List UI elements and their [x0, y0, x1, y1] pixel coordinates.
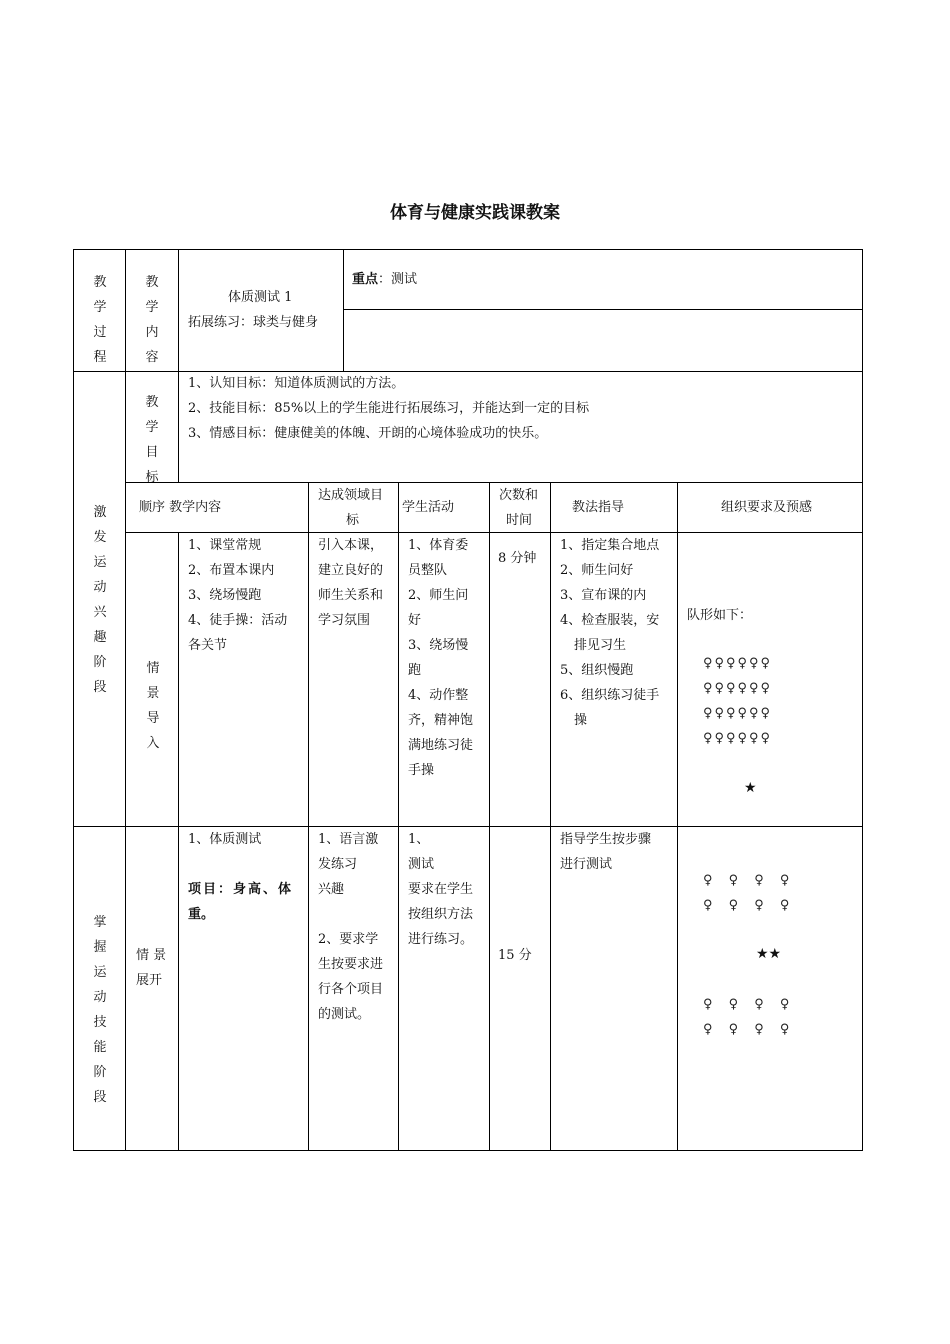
col-count-line2: 时间	[506, 513, 533, 528]
goals-label: 教学目标	[145, 395, 159, 485]
row1-target-3: 师生关系和	[318, 588, 384, 603]
formation-row-3: ♀♀♀♀♀♀	[703, 706, 773, 721]
row1-method-4: 4、检查服装，安	[560, 613, 660, 628]
stage2-label: 掌握运动技能阶段	[93, 915, 107, 1105]
key-label: 重点	[352, 272, 379, 287]
row1-method-3: 3、宣布课的内	[560, 588, 647, 603]
row2-target-6: 生按要求进	[318, 957, 384, 972]
row1-student-8: 齐，精神饱	[408, 713, 474, 728]
goal-line-3: 3、情感目标：健康健美的体魄、开朗的心境体验成功的快乐。	[188, 426, 548, 441]
row2-student-2: 测试	[408, 857, 435, 872]
row1-student-1: 1、体育委	[408, 538, 469, 553]
row1-method-7: 6、组织练习徒手	[560, 688, 660, 703]
row1-student-9: 满地练习徒	[408, 738, 474, 753]
row1-method-8: 操	[574, 713, 588, 728]
teacher-star-icon: ★	[744, 780, 757, 796]
row1-method-5: 排见习生	[574, 638, 627, 653]
key-value: ：测试	[378, 272, 418, 287]
row1-content-2: 2、布置本课内	[188, 563, 275, 578]
row2-content-2: 项目：身高、体	[188, 882, 294, 897]
row2-student-4: 按组织方法	[408, 907, 474, 922]
row2-content-1: 1、体质测试	[188, 832, 262, 847]
teacher-stars-icon: ★★	[756, 946, 782, 962]
row1-content-5: 各关节	[188, 638, 228, 653]
row1-time: 8 分钟	[498, 551, 537, 566]
row1-student-6: 跑	[408, 663, 422, 678]
row2-student-3: 要求在学生	[408, 882, 474, 897]
row1-student-2: 员整队	[408, 563, 448, 578]
process-label: 教学过程	[93, 275, 107, 365]
row2-method-2: 进行测试	[560, 857, 613, 872]
row1-method-2: 2、师生问好	[560, 563, 634, 578]
row1-method-6: 5、组织慢跑	[560, 663, 634, 678]
col-org: 组织要求及预感	[721, 500, 813, 515]
formation-row-4: ♀♀♀♀♀♀	[703, 731, 773, 746]
row2-target-2: 发练习	[318, 857, 358, 872]
row1-student-4: 好	[408, 613, 422, 628]
formation-row-1: ♀♀♀♀♀♀	[703, 656, 773, 671]
stage1-label: 激发运动兴趣阶段	[93, 505, 107, 695]
row2-student-1: 1、	[408, 832, 430, 847]
content-line-2: 拓展练习：球类与健身	[188, 315, 319, 330]
key-point	[352, 267, 417, 292]
row1-student-3: 2、师生问	[408, 588, 469, 603]
content-line-1: 体质测试 1	[228, 290, 293, 305]
row2-target-8: 的测试。	[318, 1007, 371, 1022]
formation-row-2: ♀♀♀♀♀♀	[703, 681, 773, 696]
col-count-line1: 次数和	[499, 488, 539, 503]
page-title: 体育与健康实践课教案	[390, 203, 560, 223]
row1-content-4: 4、徒手操：活动	[188, 613, 288, 628]
row1-student-7: 4、动作整	[408, 688, 469, 703]
row2-student-5: 进行练习。	[408, 932, 474, 947]
col-target-line2: 标	[346, 513, 360, 528]
row2-target-7: 行各个项目	[318, 982, 384, 997]
formation2-bottom-2: ♀ ♀ ♀ ♀	[703, 1022, 796, 1037]
goal-line-2: 2、技能目标：85%以上的学生能进行拓展练习，并能达到一定的目标	[188, 401, 590, 416]
row2-target-1: 1、语言激	[318, 832, 379, 847]
row1-target-2: 建立良好的	[318, 563, 384, 578]
col-target-line1: 达成领域目	[318, 488, 384, 503]
col-method: 教法指导	[572, 500, 625, 515]
goal-line-1: 1、认知目标：知道体质测试的方法。	[188, 376, 405, 391]
stage1-step: 情景导入	[146, 661, 160, 751]
stage2-step-line2: 展开	[136, 973, 163, 988]
row2-time: 15 分	[498, 948, 532, 963]
row2-target-5: 2、要求学	[318, 932, 379, 947]
row2-method-1: 指导学生按步骤	[560, 832, 652, 847]
formation-label: 队形如下：	[687, 608, 753, 623]
row1-method-1: 1、指定集合地点	[560, 538, 660, 553]
row1-content-1: 1、课堂常规	[188, 538, 262, 553]
formation2-bottom-1: ♀ ♀ ♀ ♀	[703, 997, 796, 1012]
row1-student-5: 3、绕场慢	[408, 638, 469, 653]
col-order-content: 顺序 教学内容	[139, 500, 222, 515]
formation2-top-1: ♀ ♀ ♀ ♀	[703, 873, 796, 888]
row1-target-1: 引入本课，	[318, 538, 384, 553]
formation2-top-2: ♀ ♀ ♀ ♀	[703, 898, 796, 913]
row2-content-3: 重。	[188, 907, 215, 922]
content-label: 教学内容	[145, 275, 159, 365]
col-student: 学生活动	[402, 500, 455, 515]
row2-target-3: 兴趣	[318, 882, 345, 897]
row1-target-4: 学习氛围	[318, 613, 371, 628]
row1-student-10: 手操	[408, 763, 435, 778]
stage2-step-line1: 情 景	[136, 948, 167, 963]
row1-content-3: 3、绕场慢跑	[188, 588, 262, 603]
